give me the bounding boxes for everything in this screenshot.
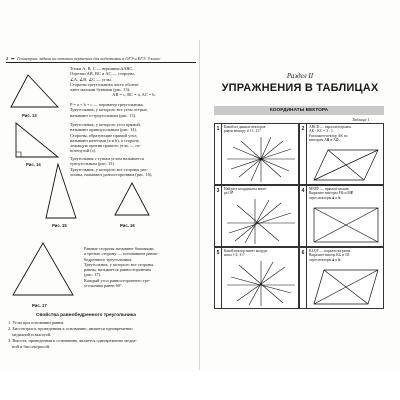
text-line: Треугольник с тупым углом называется (70, 156, 144, 161)
text-line: лежащую против прямого угла, — ги- (70, 143, 141, 149)
exercise-cell-5 (214, 247, 299, 309)
text-line: AK : KC = 3 : 1. (309, 129, 334, 134)
exercise-text (224, 125, 297, 134)
klqt-parallelogram-diagram (310, 266, 382, 308)
text-line: Отрезки AB, BC и AC — стороны, (70, 71, 135, 77)
perimeter-text (70, 102, 198, 118)
text-line: Разложите вектор AK⃗ по (309, 133, 348, 138)
property-2-cont: медианой и высотой. (12, 332, 52, 337)
exercise-number: 4 (300, 186, 307, 246)
vector-of-diagram (225, 197, 297, 246)
text-line: (рис. 17). (84, 272, 102, 278)
text-line: чают малыми буквами (рис. 13): (70, 87, 131, 93)
running-head-text: Геометрия: задачи на готовых чертежах для подготовки к ОГЭ и ЕГЭ. 9 класс (17, 56, 161, 61)
text-line: AB = c, BC = a, AC = b. (112, 92, 156, 98)
property-3: 3. Высота, проведенная к основанию, является одновременно медиа- (8, 338, 137, 343)
fig-label-15: Рис. 15 (52, 223, 67, 228)
running-head-marks: ▪▪▪ (11, 56, 15, 61)
exercise-number: 5 (215, 248, 222, 308)
text-line: личны, называют разносторонним (рис. 16). (70, 171, 153, 177)
text-line: равен вектору x⃗ {1; 2}? (224, 129, 261, 134)
exercise-number: 6 (300, 248, 307, 308)
section-label: Раздел II (286, 72, 314, 80)
text-line: называют остроугольным (рис. 13). (70, 112, 137, 118)
table-label: Таблица 1 (352, 117, 370, 122)
rectangle-diagram (310, 204, 382, 246)
text-line: угольника равен 60°. (84, 283, 123, 289)
section-title: УПРАЖНЕНИЯ В ТАБЛИЦАХ (221, 82, 379, 94)
text-line: KLQT — параллелограмм. (309, 249, 352, 253)
exercise-cell-4 (299, 185, 384, 247)
exercise-text (224, 249, 297, 258)
obtuse-text (70, 156, 198, 177)
text-line: равны, называется равносторонним (84, 267, 151, 273)
page-margin-bottom (0, 372, 400, 400)
exercise-cell-6 (299, 247, 384, 309)
text-line: ABCD — параллелограмм. (309, 125, 352, 129)
text-line: Какой из данных векторов (224, 125, 266, 129)
fig-label-13: Рис. 13 (22, 113, 37, 118)
right-triangle-text (70, 122, 198, 154)
text-line: Равные стороны называют боковыми, (84, 246, 155, 251)
text-line: называют прямоугольным (рис. 14). (70, 127, 138, 133)
text-line: Каждый угол равностороннего тре- (84, 277, 151, 283)
text-line: ра OF⃗. (224, 191, 235, 196)
exercise-text (309, 125, 382, 142)
text-line: через векторы a⃗ и b⃗. (309, 195, 342, 200)
exercise-text (309, 187, 382, 200)
fig-label-16: Рис. 16 (120, 223, 135, 228)
fig-16-scalene-triangle (112, 180, 152, 218)
text-line: называют катетами (a и b), а сторону, (70, 137, 140, 143)
isosceles-text (84, 246, 198, 288)
property-2: 2. Биссектриса, проведенная к основанию, является одновременно (8, 326, 133, 331)
fig-label-17: Рис. 17 (32, 303, 47, 308)
exercise-number: 2 (300, 124, 307, 184)
fig-14-right-triangle (12, 120, 62, 160)
text-line: Выразите векторы FN⃗ и ME⃗ (309, 191, 354, 196)
text-line: Найдите координаты векто- (224, 187, 268, 191)
parallelogram-diagram (310, 146, 382, 184)
text-line: векторам AB⃗ и AD⃗. (309, 137, 340, 142)
vector-coordinates-diagram (225, 259, 297, 308)
text-line: Треугольник, у которого все стороны (84, 261, 154, 267)
fig-17-equilateral-triangle (10, 240, 76, 298)
running-head (6, 56, 196, 63)
text-line: ∠A, ∠B, ∠C — углы. (70, 76, 112, 82)
intro-text (70, 66, 198, 98)
text-line: Треугольник, у которого угол прямой, (70, 122, 141, 127)
text-line: Треугольник, у которого все стороны раз- (70, 166, 148, 172)
text-line: тупоугольным (рис. 15). (70, 161, 115, 167)
text-line: MNEF — прямоугольник. (309, 187, 350, 191)
text-line: а третью сторону — основанием равно- (84, 251, 159, 257)
text-line: P = a + b + c — периметр треугольника. (70, 102, 144, 107)
text-line: Стороны треугольника часто обозна- (70, 81, 140, 87)
exercise-cell-1 (214, 123, 299, 185)
property-1: 1. Углы при основании равны. (8, 320, 65, 325)
exercise-text (309, 249, 382, 262)
text-line: Стороны, образующие прямой угол, (70, 132, 138, 138)
exercise-number: 1 (215, 124, 222, 184)
exercise-cell-2 (299, 123, 384, 185)
fig-label-14: Рис. 14 (26, 162, 41, 167)
fig-13-acute-triangle (8, 72, 62, 110)
properties-title: Свойства равнобедренного треугольника (36, 313, 136, 318)
subsection-bar: КООРДИНАТЫ ВЕКТОРА (214, 106, 384, 115)
text-line: Треугольник, у которого все углы острые, (70, 107, 149, 113)
exercise-cell-3 (214, 185, 299, 247)
vector-set-diagram (225, 135, 297, 184)
text-line: потенузой (c). (70, 148, 97, 154)
exercise-text (224, 187, 297, 196)
text-line: через векторы a⃗ и b⃗. (309, 257, 342, 262)
text-line: бедренного треугольника. (84, 256, 133, 262)
exercise-number: 3 (215, 186, 222, 246)
text-line: Какой вектор имеет коорди- (224, 249, 268, 253)
text-line: наты {-2; 3}? (224, 253, 245, 258)
text-line: Выразите вектор KL⃗ и TK⃗ (309, 253, 350, 258)
page-number: 2 (6, 56, 9, 61)
property-3-cont: ной и биссектрисой. (12, 344, 51, 349)
text-line: Точки A, B, C — вершины ∆ABC. (70, 66, 134, 71)
